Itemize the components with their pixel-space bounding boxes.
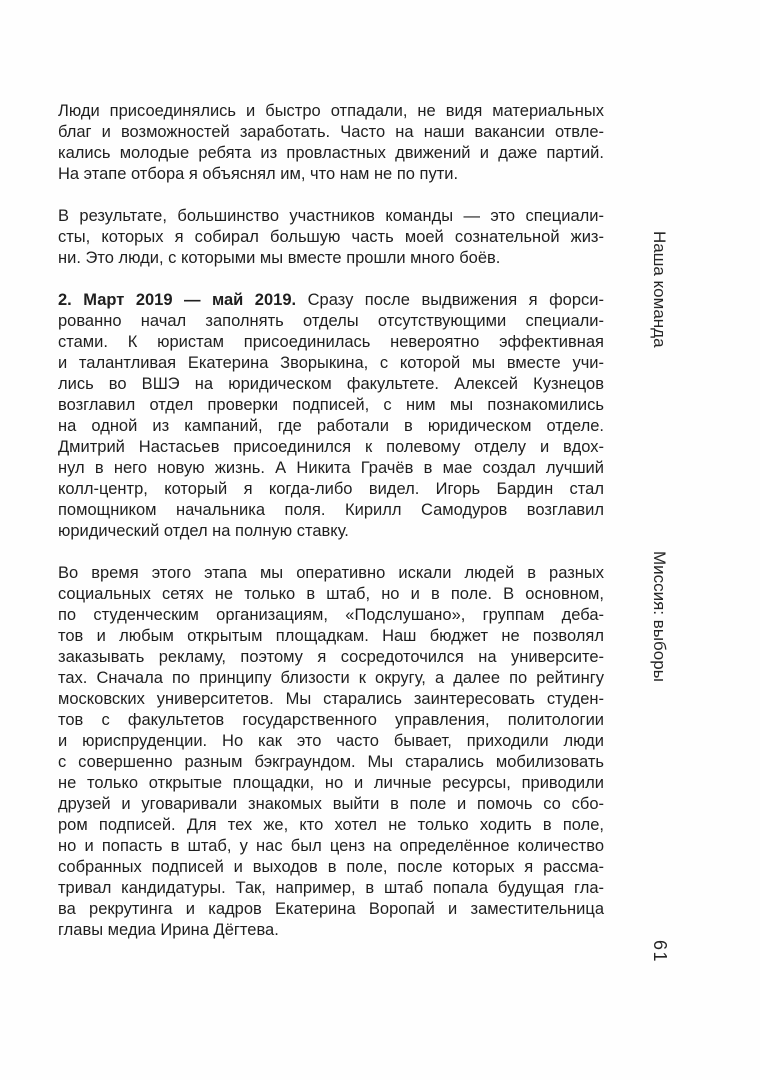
text-line: социальных сетях не только в штаб, но и в поле. В основном, [58, 585, 604, 603]
text-line: не только открытые площадки, но и личные ресурсы, приводили [58, 774, 604, 792]
text-line: тривал кандидатуры. Так, например, в штаб попала будущая гла- [58, 879, 604, 897]
text-line: колл-центр, который я когда-либо видел. Игорь Бардин стал [58, 480, 604, 498]
text-line: благ и возможностей заработать. Часто на наши вакансии отвле- [58, 123, 604, 141]
text-line: тов с факультетов государственного управления, политологии [58, 711, 604, 729]
text-line: ром подписей. Для тех же, кто хотел не только ходить в поле, [58, 816, 604, 834]
text-line: возглавил отдел проверки подписей, с ним мы познакомились [58, 396, 604, 414]
text-line: лись во ВШЭ на юридическом факультете. Алексей Кузнецов [58, 375, 604, 393]
text-line: сты, которых я собирал большую часть моей сознательной жиз- [58, 228, 604, 246]
text-line: но и попасть в штаб, у нас был ценз на определённое количество [58, 837, 604, 855]
text-line: ва рекрутинга и кадров Екатерина Воропай и заместительница [58, 900, 604, 918]
text-line: нул в него новую жизнь. А Никита Грачёв в мае создал лучший [58, 459, 604, 477]
paragraph [58, 101, 604, 185]
paragraph [58, 563, 604, 941]
page-number: 61 [650, 940, 670, 964]
text-line: юридический отдел на полную ставку. [58, 522, 349, 540]
text-line: тах. Сначала по принципу близости к округу, а далее по рейтингу [58, 669, 604, 687]
text-line: главы медиа Ирина Дёгтева. [58, 921, 279, 939]
text-line: с совершенно разным бэкграундом. Мы старались мобилизовать [58, 753, 604, 771]
running-head-book-title: Миссия: выборы [650, 551, 669, 682]
text-line: и талантливая Екатерина Зворыкина, с которой мы вместе учи- [58, 354, 604, 372]
text-line: по студенческим организациям, «Подслушано», группам деба- [58, 606, 604, 624]
running-head-section: Наша команда [650, 231, 669, 348]
text-line: на одной из кампаний, где работали в юридическом отделе. [58, 417, 604, 435]
paragraph-lead-bold: 2. Март 2019 — май 2019. [58, 291, 297, 309]
paragraph [58, 206, 604, 269]
body-text [58, 101, 604, 941]
text-line: На этапе отбора я объяснял им, что нам не по пути. [58, 165, 459, 183]
text-line: Дмитрий Настасьев присоединился к полевому отделу и вдох- [58, 438, 604, 456]
text-line: собранных подписей и выходов в поле, после которых я рассма- [58, 858, 604, 876]
text-line: 2. Март 2019 — май 2019. Сразу после выдвижения я форси- [58, 291, 604, 309]
text-line: стами. К юристам присоединилась невероятно эффективная [58, 333, 604, 351]
text-line: рованно начал заполнять отделы отсутствующими специали- [58, 312, 604, 330]
text-line: Люди присоединялись и быстро отпадали, не видя материальных [58, 102, 604, 120]
text-line: кались молодые ребята из провластных движений и даже партий. [58, 144, 604, 162]
text-line: и юриспруденции. Но как это часто бывает, приходили люди [58, 732, 604, 750]
text-line: ни. Это люди, с которыми мы вместе прошли много боёв. [58, 249, 501, 267]
text-line: помощником начальника поля. Кирилл Самодуров возглавил [58, 501, 604, 519]
paragraph [58, 290, 604, 542]
text-line: Во время этого этапа мы оперативно искали людей в разных [58, 564, 604, 582]
text-line: друзей и уговаривали знакомых выйти в поле и помочь со сбо- [58, 795, 604, 813]
text-line: тов и любым открытым площадкам. Наш бюджет не позволял [58, 627, 604, 645]
text-line: московских университетов. Мы старались заинтересовать студен- [58, 690, 604, 708]
text-line: В результате, большинство участников команды — это специали- [58, 207, 604, 225]
text-line: заказывать рекламу, поэтому я сосредоточился на университе- [58, 648, 604, 666]
